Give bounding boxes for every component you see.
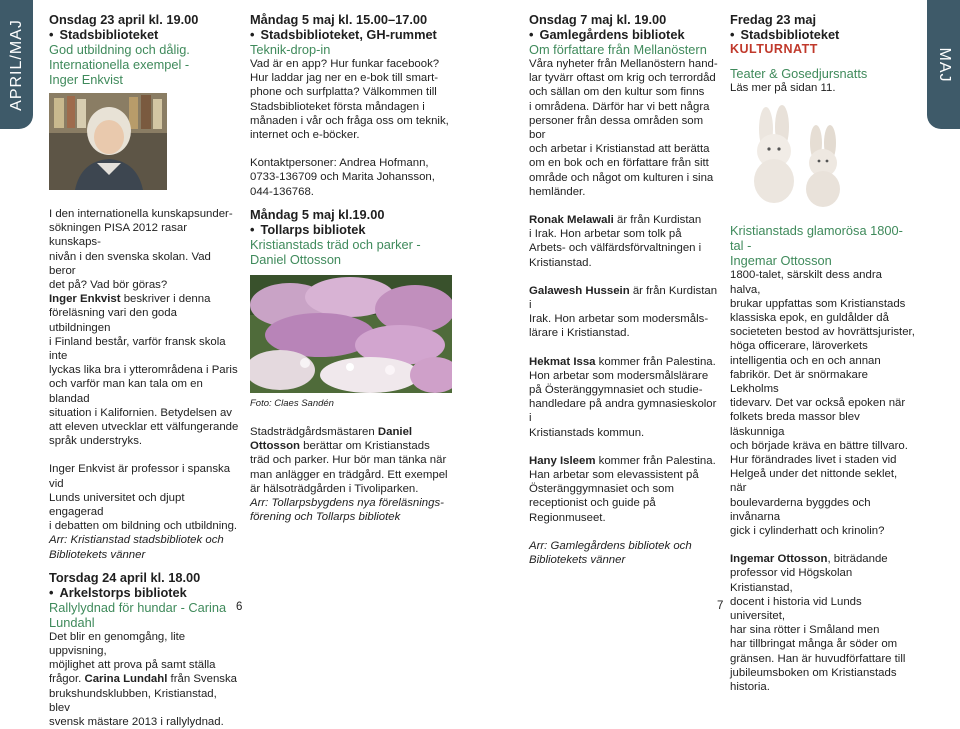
person-2: Galawesh Hussein är från Kurdistan i Irak. Hon arbetar som modersmåls- lärare i Kristianstad. bbox=[529, 284, 718, 340]
event-date-2: Måndag 5 maj kl.19.00 bbox=[250, 206, 385, 222]
column-4 bbox=[730, 12, 915, 694]
bio-text: Inger Enkvist är professor i spanska vid Lunds universitet och djupt engagerad i debatten om bildning och utbildning. bbox=[49, 463, 238, 533]
body-text: Våra nyheter från Mellanöstern hand- lar tyvärr oftast om krig och terrordåd och sällan om den kultur som finns i områdena. Därför har vi bett några personer från dessa områden som bor och arbetar i Kristianstad att berätta om en bok och en författare från sitt område och något om kulturen i sina hemländer. bbox=[529, 58, 718, 198]
bio-text: Ingemar Ottosson, biträdande professor vid Högskolan Kristianstad, docent i historia vid Lunds universitet, har sina rötter i Småland men har tillbringat många år söder om gränsen. Han är huvudförfattare till jubileumsboken om Kristianstads historia. bbox=[730, 553, 906, 694]
event-place: • Stadsbiblioteket, GH-rummet bbox=[250, 27, 455, 42]
event-title: Teater & Gosedjursnatts bbox=[730, 66, 868, 82]
read-more: Läs mer på sidan 11. bbox=[730, 82, 836, 95]
event-date: Onsdag 23 april kl. 19.00 bbox=[49, 12, 199, 27]
event-place: • Gamlegårdens bibliotek bbox=[529, 27, 719, 42]
event-title-2: Kristianstads glamorösa 1800-tal - Ingemar Ottosson bbox=[730, 223, 903, 269]
event-place-2: • Tollarps bibliotek bbox=[250, 222, 455, 237]
photo-credit: Foto: Claes Sandén bbox=[250, 397, 334, 409]
garden-photo bbox=[250, 275, 452, 393]
person-3: Hekmat Issa kommer från Palestina. Hon arbetar som modersmålslärare på Österänggymnasiet och studie- handledare på andra gymnasieskolor i Kristianstads kommun. bbox=[529, 355, 717, 439]
event-place-2: • Arkelstorps bibliotek bbox=[49, 585, 239, 600]
event-title: Om författare från Mellanöstern bbox=[529, 42, 707, 57]
event-date: Måndag 5 maj kl. 15.00–17.00 bbox=[250, 12, 428, 27]
page-number-left: 6 bbox=[236, 601, 243, 613]
body-text: 1800-talet, särskilt dess andra halva, brukar uppfattas som Kristianstads klassiska epok, en guldålder då societeten bestod av hovrättsjurister, höga officerare, läroverkets intelligentia och en och annan fabrikör. Det är snörmakare Lekholms tidevarv. Det var också epoken när folkets breda massor blev läskunniga och började kräva en bättre tillvaro. Hur förändrades livet i staden vid Helgeå under det nittonde seklet, när boulevarderna byggdes och invånarna gick i cylinderhatt och krinolin? bbox=[730, 269, 915, 538]
event-title-2: Rallylydnad för hundar - Carina Lundahl bbox=[49, 599, 227, 630]
tab-label-right: MAJ bbox=[935, 47, 953, 82]
event-date: Onsdag 7 maj kl. 19.00 bbox=[529, 12, 667, 27]
body-text-2: Det blir en genomgång, lite uppvisning, möjlighet att prova på samt ställa frågor. Carina Lundahl från Svenska brukshundsklubben, Kristianstad, blev svensk mästare 2013 i rallylydnad. bbox=[49, 630, 238, 729]
section-tab-right bbox=[927, 0, 960, 129]
intro-text: I den internationella kunskapsunder- sökningen PISA 2012 rasar kunskaps- nivån i den svenska skolan. Vad beror det på? Vad bör göras? bbox=[49, 208, 233, 292]
body-text-2: Stadsträdgårdsmästaren Daniel Ottosson berättar om Kristianstads träd och parker. Hur bör man tänka när man anlägger en trädgård. Ett exempel är hälsoträdgården i Tivoliparken. bbox=[250, 426, 448, 495]
tab-label-left: APRIL/MAJ bbox=[7, 18, 25, 111]
event-title-2: Kristianstads träd och parker - Daniel Ottosson bbox=[250, 236, 421, 267]
event-title: God utbildning och dålig. Internationella exempel - Inger Enkvist bbox=[49, 42, 190, 87]
event-title: Teknik-drop-in bbox=[250, 42, 331, 57]
page-number-right: 7 bbox=[717, 600, 724, 612]
organizer-text: Arr: Kristianstad stadsbibliotek och Bibliotekets vänner bbox=[49, 534, 224, 561]
body-text: Vad är en app? Hur funkar facebook? Hur laddar jag ner en e-bok till smart- phone och surfplatta? Välkommen till Stadsbiblioteket första måndagen i månaden i vår och fråga oss om teknik, internet och e-böcker. bbox=[250, 58, 449, 142]
person-4: Hany Isleem kommer från Palestina. Han arbetar som elevassistent på Österänggymnasiet och som receptionist och guide på Regionmuseet. bbox=[529, 454, 716, 524]
organizer-text: Arr: Tollarpsbygdens nya föreläsnings- förening och Tollarps bibliotek bbox=[250, 497, 444, 524]
event-date: Fredag 23 maj • Stadsbiblioteket bbox=[730, 12, 915, 42]
event-date-2: Torsdag 24 april kl. 18.00 bbox=[49, 569, 201, 585]
portrait-photo bbox=[49, 93, 167, 190]
body-text: Inger Enkvist beskriver i denna föreläsning vari den goda utbildningen i Finland består, varför fransk skola inte lyckas lika bra i ytterområdena i Paris och varför man kan tala om en blandad situation i Kalifornien. Betydelsen av att eleven utvecklar ett välfungerande språk understryks. bbox=[49, 293, 239, 448]
column-1 bbox=[49, 12, 239, 729]
organizer-text: Arr: Gamlegårdens bibliotek och Bibliotekets vänner bbox=[529, 539, 692, 567]
section-tab-left bbox=[0, 0, 33, 129]
person-1: Ronak Melawali är från Kurdistan i Irak. Hon arbetar som tolk på Arbets- och välfärdsförvaltningen i Kristianstad. bbox=[529, 214, 702, 269]
bunnies-photo bbox=[738, 99, 858, 209]
event-place: • Stadsbiblioteket bbox=[49, 27, 239, 42]
column-3 bbox=[529, 12, 719, 567]
column-2 bbox=[236, 12, 455, 613]
contact-text: Kontaktpersoner: Andrea Hofmann, 0733-136709 och Marita Johansson, 044-136768. bbox=[250, 157, 435, 198]
event-name: KULTURNATT bbox=[730, 42, 818, 56]
